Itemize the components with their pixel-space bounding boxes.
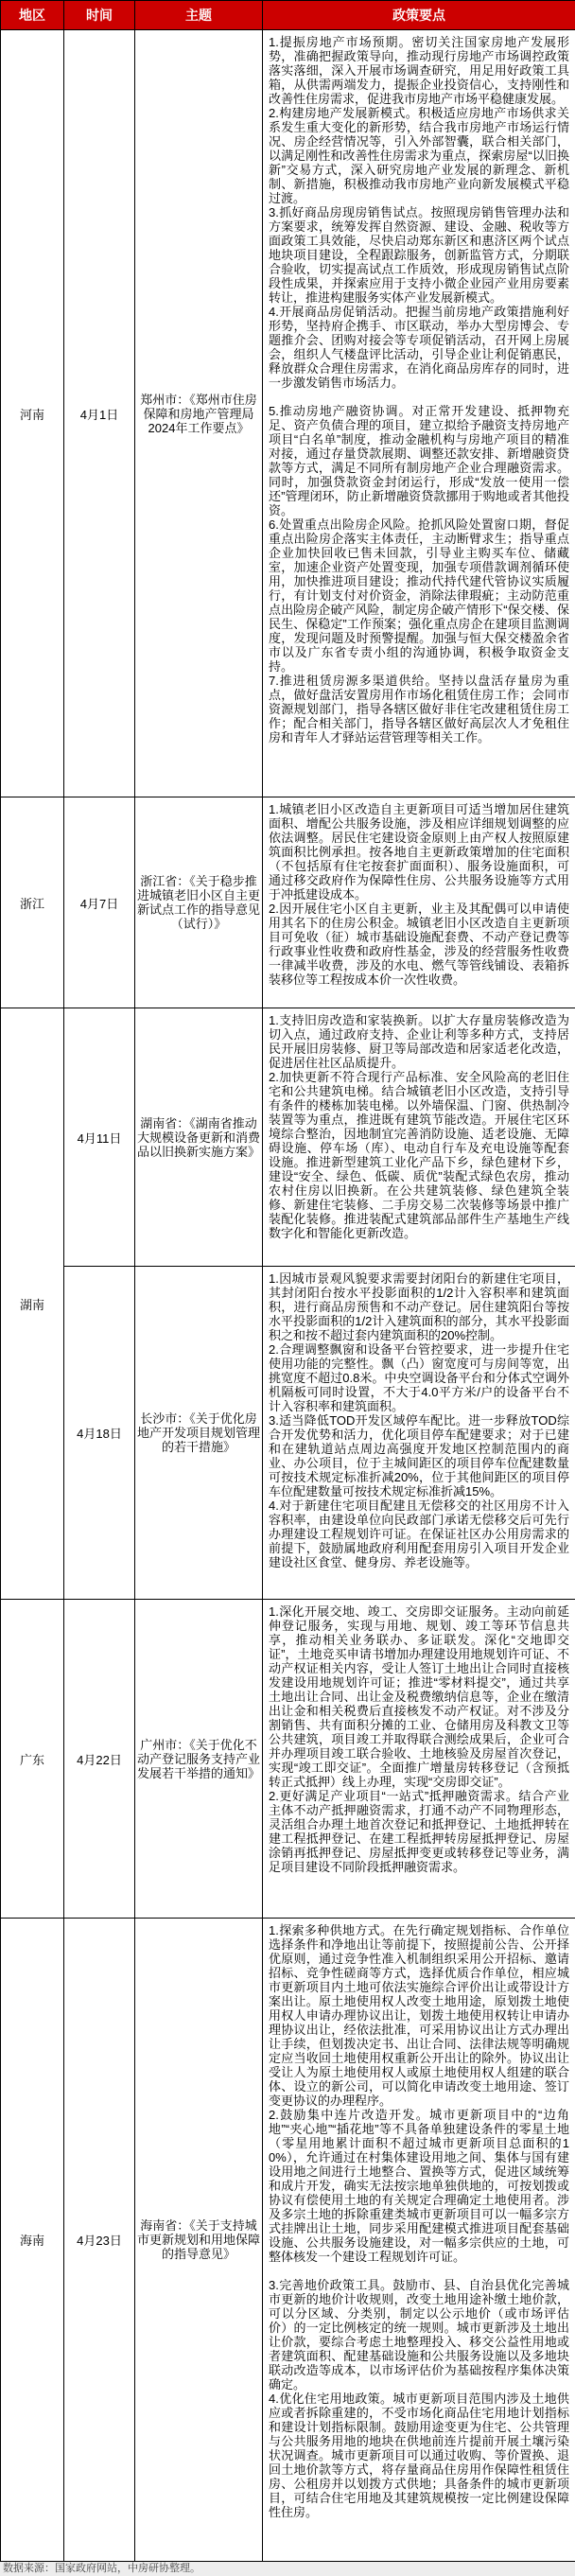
policy-point: 6.处置重点出险房企风险。抢抓风险处置窗口期，督促重点出险房企落实主体责任，主动断臂求生；指导重点企业加快回收已售未回款，引导业主购买车位、储藏室，加速企业资产处置变现，加强专项借款调剂循环使用，加快推进项目建设；推动代持代建代管协议实质履行，有计划支付对价资金，消除法律瑕疵；主动防范重点出险房企破产风险，制定房企破产情形下“保交楼、保民生、保稳定”工作预案；强化重点房企在建项目监测调度，发现问题及时预警提醒。加强与恒大保交楼盈余省市以及广东省专责小组的沟通协调，积极争取资金支持。 [269,517,569,674]
policy-point: 3.抓好商品房现房销售试点。按照现房销售管理办法和方案要求，统筹发挥自然资源、建设、金融、税收等方面政策工具效能，尽快启动郑东新区和惠济区两个试点地块项目建设，全程跟踪服务，创新监管方式，分期联合验收，切实提高试点工作质效，形成现房销售试点阶段性成果，并探索应用于支持小微企业园产业用房要素转让，推进构建服务实体产业发展新模式。 [269,205,569,305]
policy-point: 1.城镇老旧小区改造自主更新项目可适当增加居住建筑面积、增配公共服务设施，涉及相应详细规划调整的应依法调整。居民住宅建设资金原则上由产权人按照原建筑面积比例承担。按各地自主更新政策增加的住宅面积（不包括原有住宅按套扩面面积）、服务设施面积，可通过移交政府作为保障性住房、公共服务设施等方式用于冲抵建设成本。 [269,802,569,902]
policy-point: 7.推进租赁房源多渠道供给。坚持以盘活存量房为重点，做好盘活安置房用作市场化租赁住房工作；会同市资源规划部门，指导各辖区做好非住宅改建租赁住房工作；配合相关部门，指导各辖区做好高层次人才免租住房和青年人才驿站运营管理等相关工作。 [269,674,569,745]
column-header-date: 时间 [64,1,135,30]
policy-point: 4.优化住宅用地政策。城市更新项目范围内涉及土地供应或者拆除重建的，不受市场化商品住宅用地计划指标和建设计划指标限制。鼓励用途变更为住宅、公共管理与公共服务用地的地块在供地前连片提前开展土壤污染状况调查。城市更新项目可以通过收购、等价置换、退回土地价款等方式，将存量商品住房用作保障性租赁住房、公租房并以划拨方式供地；具备条件的城市更新项目，可结合住宅用地及其建筑规模按一定比例建设保障性住房。 [269,2392,569,2519]
topic-cell: 广州市：《关于优化不动产登记服务支持产业发展若干举措的通知》 [135,1600,263,1919]
points-cell [263,1919,575,2562]
policy-point: 5.推动房地产融资协调。对正常开发建设、抵押物充足、资产负债合理的项目，建立拟给予融资支持房地产项目“白名单”制度，推动金融机构与房地产项目的精准对接，通过存量贷款展期、调整还款安排、新增融资贷款等方式，满足不同所有制房地产企业合理融资需求。同时，加强贷款资金封闭运行，形成“发放一使用一偿还”管理闭环，防止新增融资贷款挪用于购地或者其他投资。 [269,404,569,517]
policy-point: 3.完善地价政策工具。鼓励市、县、自治县优化完善城市更新的地价计收规则，改变土地用途补缴土地价款，可以分区域、分类别，制定以公示地价（或市场评估价）的一定比例核定的统一规则。城市更新涉及土地出让价款，要综合考虑土地整理投入、移交公益性用地或者建筑面积、配建基础设施和公共服务设施以及多地块联动改造等成本，以市场评估价为基础按程序集体决策确定。 [269,2278,569,2392]
date-cell: 4月23日 [64,1919,135,2562]
policy-point: 2.更好满足产业项目“一站式”抵押融资需求。结合产业主体不动产抵押融资需求，打通不动产不同物理形态，灵活组合办理土地首次登记和抵押登记、土地抵押转在建工程抵押登记、在建工程抵押转房屋抵押登记、房屋涂销再抵押登记、房屋抵押变更或转移登记等业务，满足项目建设不同阶段抵押融资需求。 [269,1789,569,1874]
column-header-region: 地区 [1,1,64,30]
policy-point: 4.对于新建住宅项目配建且无偿移交的社区用房不计入容积率，由建设单位向民政部门承诺无偿移交后可先行办理建设工程规划许可证。在保证社区办公用房需求的前提下，鼓励属地政府利用配套用房引入项目开发企业建设社区食堂、健身房、养老设施等。 [269,1498,569,1569]
points-cell [263,1267,575,1600]
data-source-note: 数据来源：国家政府网站，中房研协整理。 [0,2562,575,2576]
date-cell: 4月22日 [64,1600,135,1919]
policy-point: 2.构建房地产发展新模式。积极适应房地产市场供求关系发生重大变化的新形势，结合我市房地产市场运行情况、房企经营情况等，引入外部智囊，联合相关部门，以满足刚性和改善性住房需求为重点，探索房屋“以旧换新”交易方式，深入研究房地产业发展的新理念、新机制、新措施，积极推动我市房地产业向新发展模式平稳过渡。 [269,106,569,205]
date-cell: 4月1日 [64,30,135,797]
topic-cell: 浙江省：《关于稳步推进城镇老旧小区自主更新试点工作的指导意见（试行）》 [135,797,263,1008]
table-row [1,1267,575,1600]
topic-cell: 郑州市：《郑州市住房保障和房地产管理局2024年工作要点》 [135,30,263,797]
table-row [1,1919,575,2562]
column-header-points: 政策要点 [263,1,575,30]
points-cell [263,797,575,1008]
table-row [1,1008,575,1267]
region-cell: 浙江 [1,797,64,1008]
policy-point: 1.提振房地产市场预期。密切关注国家房地产发展形势，准确把握政策导向，推动现行房地产市场调控政策落实落细，深入开展市场调查研究，用足用好政策工具箱，从供需两端发力，提振企业投资信心，支持刚性和改善性住房需求，促进我市房地产市场平稳健康发展。 [269,35,569,106]
date-cell: 4月18日 [64,1267,135,1600]
region-cell: 湖南 [1,1008,64,1600]
topic-cell: 长沙市：《关于优化房地产开发项目规划管理的若干措施》 [135,1267,263,1600]
points-cell [263,30,575,797]
topic-cell: 湖南省：《湖南省推动大规模设备更新和消费品以旧换新实施方案》 [135,1008,263,1267]
points-cell [263,1600,575,1919]
policy-point: 1.探索多种供地方式。在先行确定规划指标、合作单位选择条件和净地出让等前提下，按照提前公告、公开择优原则，通过竞争性准入机制组织采用公开招标、邀请招标、竞争性磋商等方式，选择优质合作单位，相应城市更新项目内土地可依法实施综合评价出让或带设计方案出让。原土地使用权人改变土地用途，原划拨土地使用权人申请办理协议出让，划拨土地使用权转让申请办理协议出让，经依法批准，可采用协议出让方式办理出让手续，但划拨决定书、出让合同、法律法规等明确规定应当收回土地使用权重新公开出让的除外。协议出让受让人为原土地使用权人或原土地使用权人组建的联合体、设立的新公司，可以简化申请改变土地用途、签订变更协议的办理程序。 [269,1923,569,2108]
policy-table-body [1,30,575,2562]
column-header-topic: 主题 [135,1,263,30]
date-cell: 4月11日 [64,1008,135,1267]
topic-cell: 海南省：《关于支持城市更新规划和用地保障的指导意见》 [135,1919,263,2562]
table-header-row [1,1,575,30]
date-cell: 4月7日 [64,797,135,1008]
policy-point: 1.因城市景观风貌要求需要封闭阳台的新建住宅项目，其封闭阳台按水平投影面积的1/2计入容积率和建筑面积，进行商品房预售和不动产登记。居住建筑阳台等按水平投影面积的1/2计入建筑面积的部分，其水平投影面积之和按不超过套内建筑面积的20%控制。 [269,1271,569,1342]
policy-point: 1.深化开展交地、竣工、交房即交证服务。主动向前延伸登记服务，实现与用地、规划、竣工等环节信息共享，推动相关业务联办、多证联发。深化“交地即交证”，土地竞买申请书增加办理建设用地规划许可证、不动产权证相关内容，受让人签订土地出让合同时直接核发建设用地规划许可证；推进“零材料提交”，通过共享土地出让合同、出让金及税费缴纳信息等，企业在缴清出让金和相关税费后直接核发不动产权证。对不涉及分割销售、共有面积分摊的工业、仓储用房及科教文卫等公共建筑，项目竣工并取得联合测绘成果后，企业可合并办理项目竣工联合验收、土地核验及房屋首次登记，实现“竣工即交证”。全面推广增量房转移登记（含预抵转正式抵押）线上办理，实现“交房即交证”。 [269,1604,569,1789]
policy-point: 2.合理调整飘窗和设备平台管控要求，进一步提升住宅使用功能的完整性。飘（凸）窗宽度可与房间等宽，出挑宽度不超过0.8米。中央空调设备平台和分体式空调外机隔板可同时设置，不大于4.0平方米/户的设备平台不计入容积率和建筑面积。 [269,1342,569,1413]
table-row [1,1600,575,1919]
policy-point: 2.加快更新不符合现行产品标准、安全风险高的老旧住宅和公共建筑电梯。结合城镇老旧小区改造，支持引导有条件的楼栋加装电梯。以外墙保温、门窗、供热制冷装置等为重点，推进既有建筑节能改造。开展住宅区环境综合整治，因地制宜完善消防设施、适老设施、无障碍设施、停车场（库）、电动自行车及充电设施等配套设施。推进新型建筑工业化产品下乡，绿色建材下乡，建设“安全、绿色、低碳、质优”装配式绿色农房，推动农村住房以旧换新。在公共建筑装修、绿色建筑全装修、新建住宅装修、二手房交易二次装修等场景中推广装配化装修。推进装配式建筑部品部件生产基地生产线数字化和智能化更新改造。 [269,1070,569,1240]
policy-point: 2.因开展住宅小区自主更新，业主及其配偶可以申请使用其名下的住房公积金。城镇老旧小区改造自主更新项目可免收（征）城市基础设施配套费、不动产登记费等行政事业性收费和政府性基金，涉及的经营服务性收费一律减半收费，涉及的水电、燃气等管线铺设、表箱拆装移位等工程按成本价一次性收费。 [269,902,569,987]
region-cell: 广东 [1,1600,64,1919]
points-cell [263,1008,575,1267]
policy-point: 3.适当降低TOD开发区域停车配比。进一步释放TOD综合开发优势和活力，优化项目停车配建要求；对于已建和在建轨道站点周边高强度开发地区控制范围内的商业、办公项目，位于主城间距区的项目停车位配建数量可按技术规定标准折减20%，位于其他间距区的项目停车位配建数量可按技术规定标准折减15%。 [269,1413,569,1498]
paragraph-gap [269,2264,569,2278]
table-row [1,30,575,797]
policy-point: 1.支持旧房改造和家装换新。以扩大存量房装修改造为切入点，通过政府支持、企业让利等多种方式，支持居民开展旧房装修、厨卫等局部改造和居家适老化改造，促进居住社区品质提升。 [269,1013,569,1070]
table-row [1,797,575,1008]
policy-point: 4.开展商品房促销活动。把握当前房地产政策措施利好形势，坚持府企携手、市区联动，举办大型房博会、专题推介会、团购对接会等专项促销活动，召开网上房展会，组织人气楼盘评比活动，引导企业让利促销惠民，释放群众合理住房需求，在消化商品房库存的同时，进一步激发销售市场活力。 [269,305,569,390]
paragraph-gap [269,390,569,404]
policy-point: 2.鼓励集中连片改造开发。城市更新项目中的“边角地”“夹心地”“插花地”等不具备单独建设条件的零星土地（零星用地累计面积不超过城市更新项目总面积的10%），允许通过在村集体建设用地之间、集体与国有建设用地之间进行土地整合、置换等方式，促进区域统筹和成片开发，确实无法按宗地单独供地的，可按划拨或协议有偿使用土地的有关规定合理确定土地使用者。涉及多宗土地的拆除重建类城市更新项目可以一幅多宗方式挂牌出让土地，同步采用配建模式推进项目配套基础设施、公共服务设施建设，对一幅多宗供应的土地，可整体核发一个建设工程规划许可证。 [269,2108,569,2264]
region-cell: 海南 [1,1919,64,2562]
region-cell: 河南 [1,30,64,797]
